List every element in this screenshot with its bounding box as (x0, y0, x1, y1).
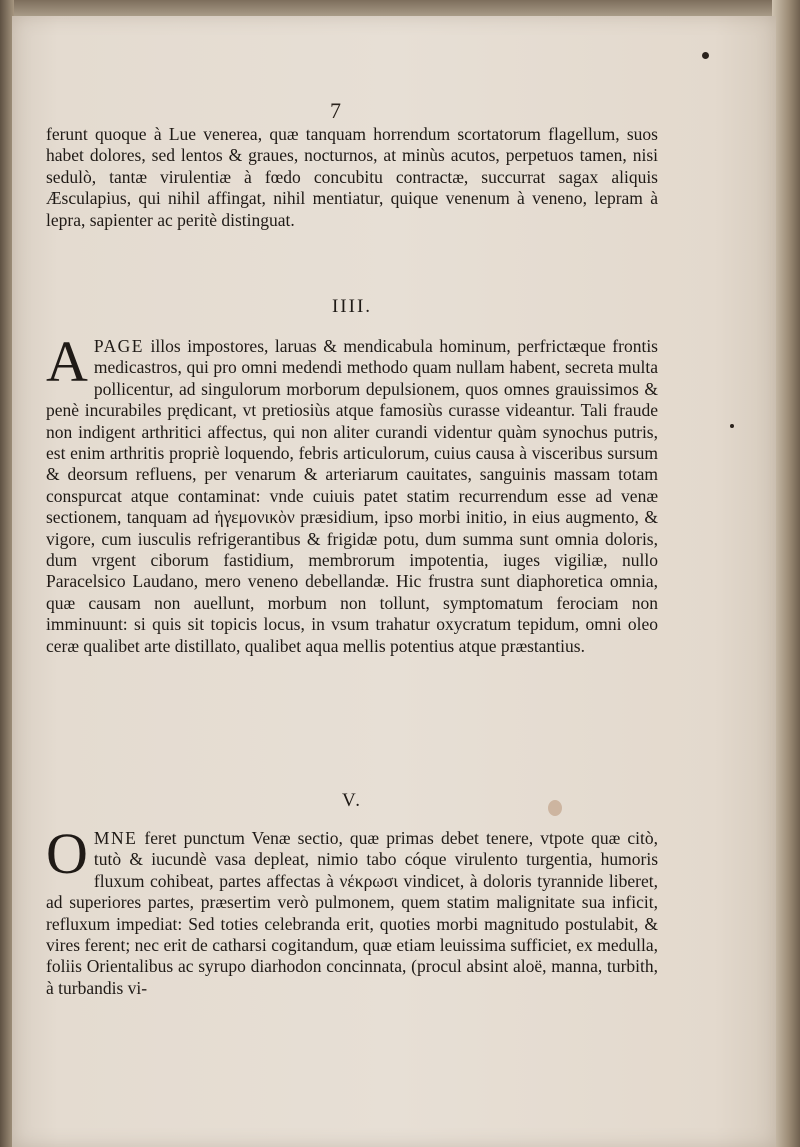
lead-word: MNE (93, 828, 138, 848)
paragraph-body: illos impostores, laruas & mendicabula hominum, perfrictæque frontis medicastros, qui pro omni medendi methodo quam nullam habent, secreta multa pollicentur, ad singulorum morborum depulsionem, quos omnes grauissimos & penè incurabiles prędicant, vt pretiosiùs atque famosiùs curasse videantur. Tali fraude non indigent arthritici affectus, qui non aliter curandi videntur quàm synochus putris, est enim arthritis propriè loquendo, febris articulorum, cuius causa à visceribus sursum & deorsum refluens, per venarum & arteriarum cauitates, sanguinis massam totam conspurcat atque contaminat: vnde cuiuis patet statim recurrendum esse ad venæ sectionem, tanquam ad ἡγεμονικὸν præsidium, ipso morbi initio, in eius augmento, & vigore, cum iusculis refrigerantibus & frigidæ potu, dum summa sunt omnia doloris, dum vrgent ciborum fastidium, membrorum impotentia, iuges vigiliæ, nullo Paracelsico Laudano, mero veneno debellandæ. Hic frustra sunt diaphoretica omnia, quæ causam non auellunt, morbum non tollunt, symptomatum ferociam non imminuunt: si quis sit topicis locus, in vsum trahatur oxycratum tepidum, omni oleo ceræ qualibet arte distillato, qualibet aqua mellis potentius atque præstantius. (46, 336, 658, 656)
paragraph-body: feret punctum Venæ sectio, quæ primas debet tenere, vtpote quæ citò, tutò & iucundè vasa depleat, nimio tabo cóque virulento turgentia, humoris fluxum cohibeat, partes affectas à νέκρωσι vindicet, à doloris tyrannide liberet, ad superiores partes, præsertim verò pulmonem, quem statim malignitate sua inficit, refluxum impediat: Sed toties celebranda erit, quoties morbi magnitudo postulabit, & vires ferent; nec erit de catharsi cogitandum, quæ etiam leuissima sufficiet, ex medulla, foliis Orientalibus ac syrupo diarhodon concinnata, (procul absint aloë, manna, turbith, à turbandis vi- (46, 828, 658, 998)
paragraph-continuation: ferunt quoque à Lue venerea, quæ tanquam horrendum scortatorum flagellum, suos habet dolores, sed lentos & graues, nocturnos, at minùs acutos, perpetuos tamen, nisi sedulò, tantæ virulentiæ à fœdo concubitu contractæ, succurrat sagax aliquis Æsculapius, qui nihil affingat, nihil mentiatur, quique venenum à veneno, lepram à lepra, sapienter ac peritè distinguat. (46, 124, 658, 230)
lead-word: PAGE (93, 336, 144, 356)
ink-spot (702, 52, 709, 59)
book-page-edges (772, 0, 800, 1147)
paragraph-section-5 (46, 821, 658, 999)
drop-cap: O (46, 821, 88, 886)
page-number: 7 (330, 98, 341, 123)
paragraph-section-4 (46, 329, 658, 657)
section-heading-4: IIII. (331, 296, 373, 317)
section-heading-5: V. (341, 790, 363, 811)
ink-spot (730, 424, 734, 428)
book-page (12, 16, 776, 1147)
drop-cap: A (46, 329, 88, 394)
